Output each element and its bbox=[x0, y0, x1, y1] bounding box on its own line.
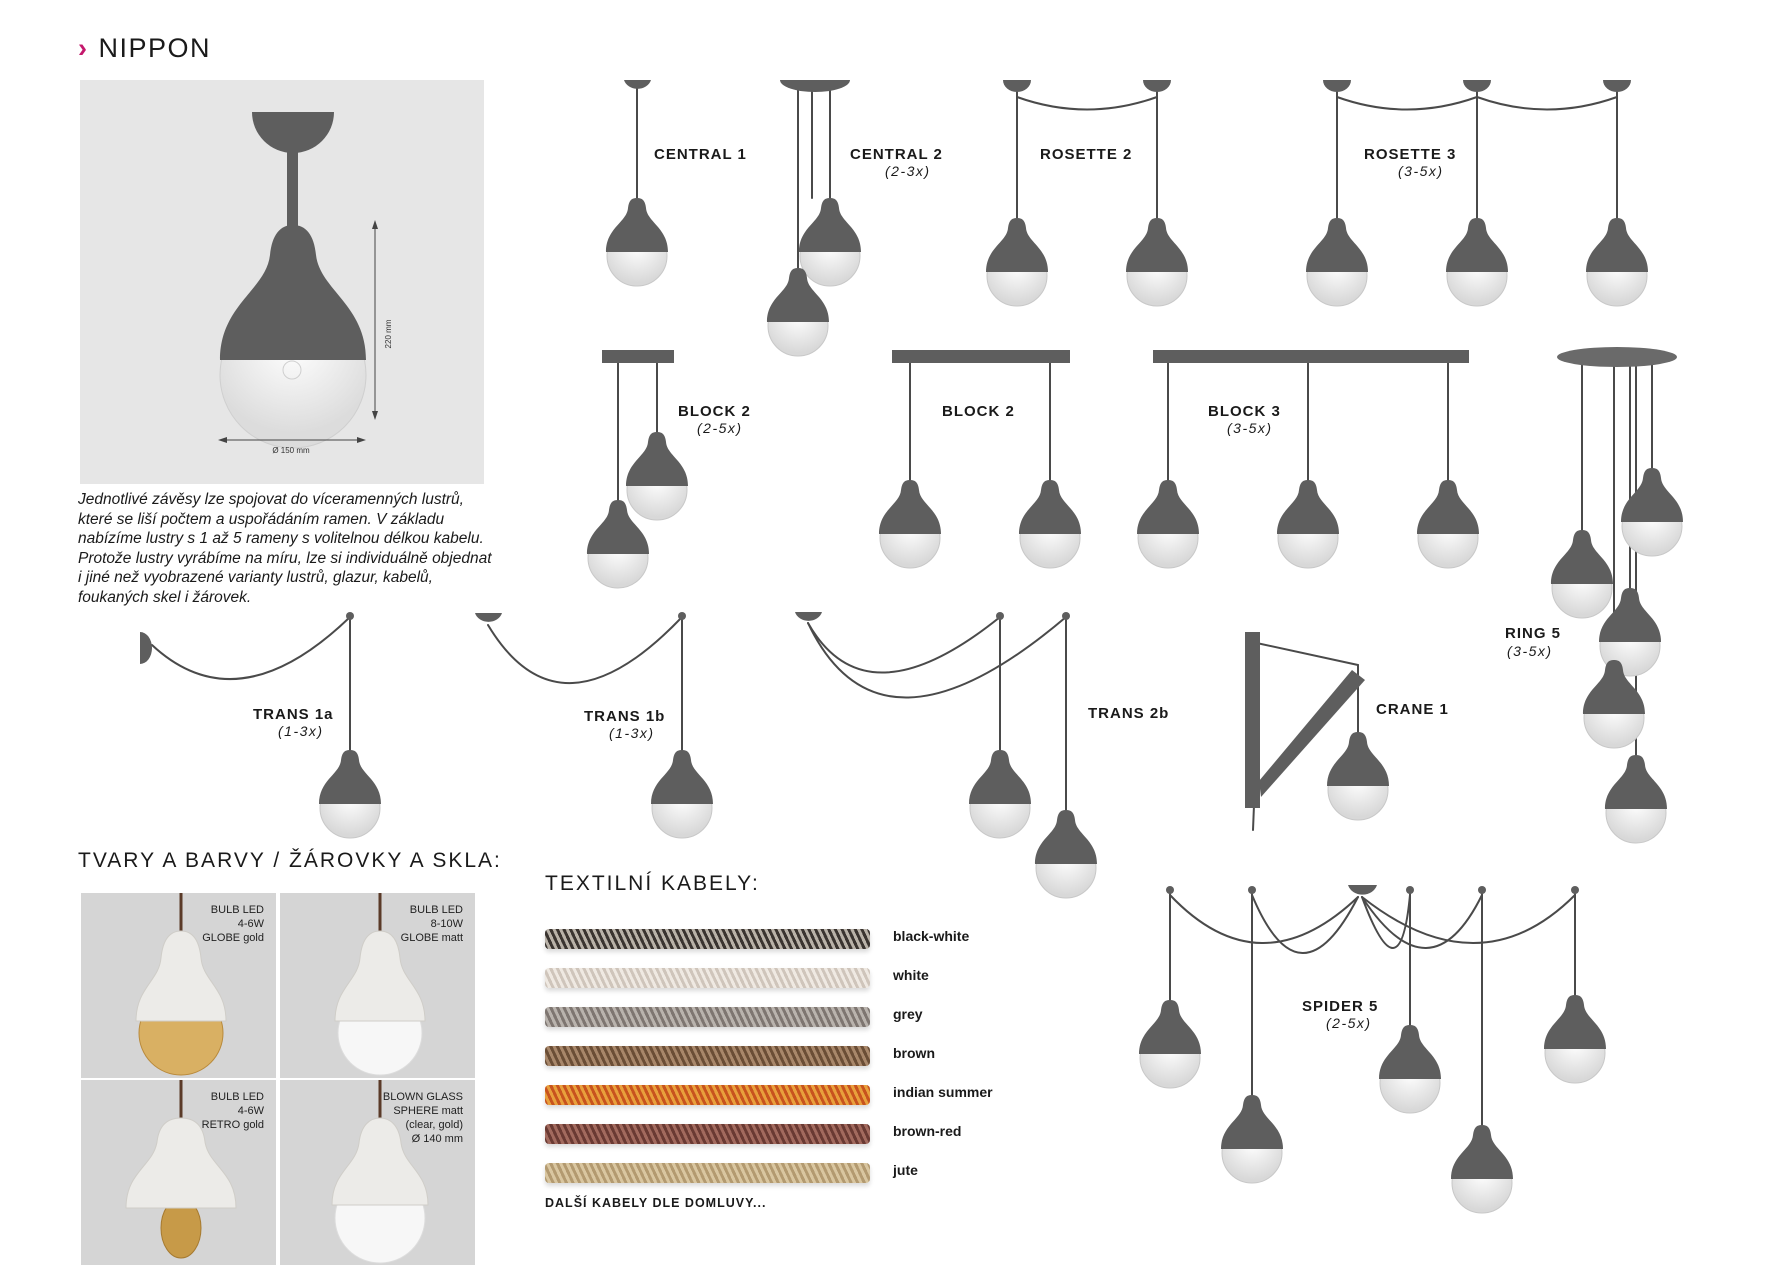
variant-label-block-2a: BLOCK 2 bbox=[678, 403, 751, 420]
variant-range-spider-5: (2-5x) bbox=[1326, 1015, 1372, 1031]
variant-label-central-1: CENTRAL 1 bbox=[654, 146, 747, 163]
cable-swatch bbox=[545, 968, 870, 988]
cable-swatch bbox=[545, 1163, 870, 1183]
variant-label-trans-1b: TRANS 1b bbox=[584, 708, 666, 725]
variant-label-central-2: CENTRAL 2 bbox=[850, 146, 943, 163]
variant-range-ring-5: (3-5x) bbox=[1507, 643, 1553, 659]
page-title: › NIPPON bbox=[78, 33, 212, 63]
chevron-right-icon: › bbox=[78, 33, 89, 63]
cable-swatch bbox=[545, 1046, 870, 1066]
variant-range-block-3: (3-5x) bbox=[1227, 420, 1273, 436]
shape-tile-caption: BULB LED 4-6W GLOBE gold bbox=[202, 904, 264, 944]
description-text: Jednotlivé závěsy lze spojovat do víceramenných lustrů, které se liší počtem a uspořádáním ramen. V základu nabízíme lustry s 1 až 5 rameny s volitelnou délkou kabelu. Protože lustry vyrábíme na míru, lze si individuálně objednat i jiné než vyobrazené varianty lustrů, glazur, kabelů, foukaných skel i žárovek. bbox=[78, 491, 492, 606]
cables-note: DALŠÍ KABELY DLE DOMLUVY... bbox=[545, 1196, 767, 1210]
variant-range-central-2: (2-3x) bbox=[885, 163, 931, 179]
hero-height-label: 220 mm bbox=[384, 319, 393, 349]
cable-name: white bbox=[893, 967, 929, 983]
cable-swatch bbox=[545, 1007, 870, 1027]
cables-heading: TEXTILNÍ KABELY: bbox=[545, 872, 760, 895]
variant-label-ring-5: RING 5 bbox=[1505, 625, 1562, 642]
cable-swatch bbox=[545, 1124, 870, 1144]
cable-name: indian summer bbox=[893, 1084, 993, 1100]
variant-label-trans-1a: TRANS 1a bbox=[253, 706, 334, 723]
shape-tile-caption: BULB LED 4-6W RETRO gold bbox=[201, 1091, 264, 1131]
cable-name: grey bbox=[893, 1006, 923, 1022]
cable-name: brown-red bbox=[893, 1123, 962, 1139]
variant-label-crane-1: CRANE 1 bbox=[1376, 701, 1449, 718]
variant-range-trans-1a: (1-3x) bbox=[278, 723, 324, 739]
shape-tile-4 bbox=[280, 1080, 475, 1265]
variant-label-spider-5: SPIDER 5 bbox=[1302, 998, 1379, 1015]
cable-swatch bbox=[545, 929, 870, 949]
variant-range-block-2a: (2-5x) bbox=[697, 420, 743, 436]
shape-tile-3 bbox=[81, 1080, 276, 1265]
shapes-heading: TVARY A BARVY / ŽÁROVKY A SKLA: bbox=[78, 849, 502, 872]
shape-tile-caption: BLOWN GLASS SPHERE matt (clear, gold) Ø 140 mm bbox=[382, 1091, 463, 1145]
shape-tile-caption: BULB LED 8-10W GLOBE matt bbox=[400, 904, 463, 944]
variant-label-block-2b: BLOCK 2 bbox=[942, 403, 1015, 420]
variant-label-block-3: BLOCK 3 bbox=[1208, 403, 1281, 420]
variant-label-trans-2b: TRANS 2b bbox=[1088, 705, 1170, 722]
variant-label-rosette-2: ROSETTE 2 bbox=[1040, 146, 1133, 163]
shape-tile-2 bbox=[280, 893, 475, 1078]
hero-diameter-label: Ø 150 mm bbox=[272, 446, 310, 455]
variant-range-trans-1b: (1-3x) bbox=[609, 725, 655, 741]
variant-label-rosette-3: ROSETTE 3 bbox=[1364, 146, 1457, 163]
cable-swatch bbox=[545, 1085, 870, 1105]
variant-range-rosette-3: (3-5x) bbox=[1398, 163, 1444, 179]
shape-tile-1 bbox=[81, 893, 276, 1078]
cable-name: jute bbox=[893, 1162, 918, 1178]
cable-name: black-white bbox=[893, 928, 970, 944]
cable-name: brown bbox=[893, 1045, 935, 1061]
